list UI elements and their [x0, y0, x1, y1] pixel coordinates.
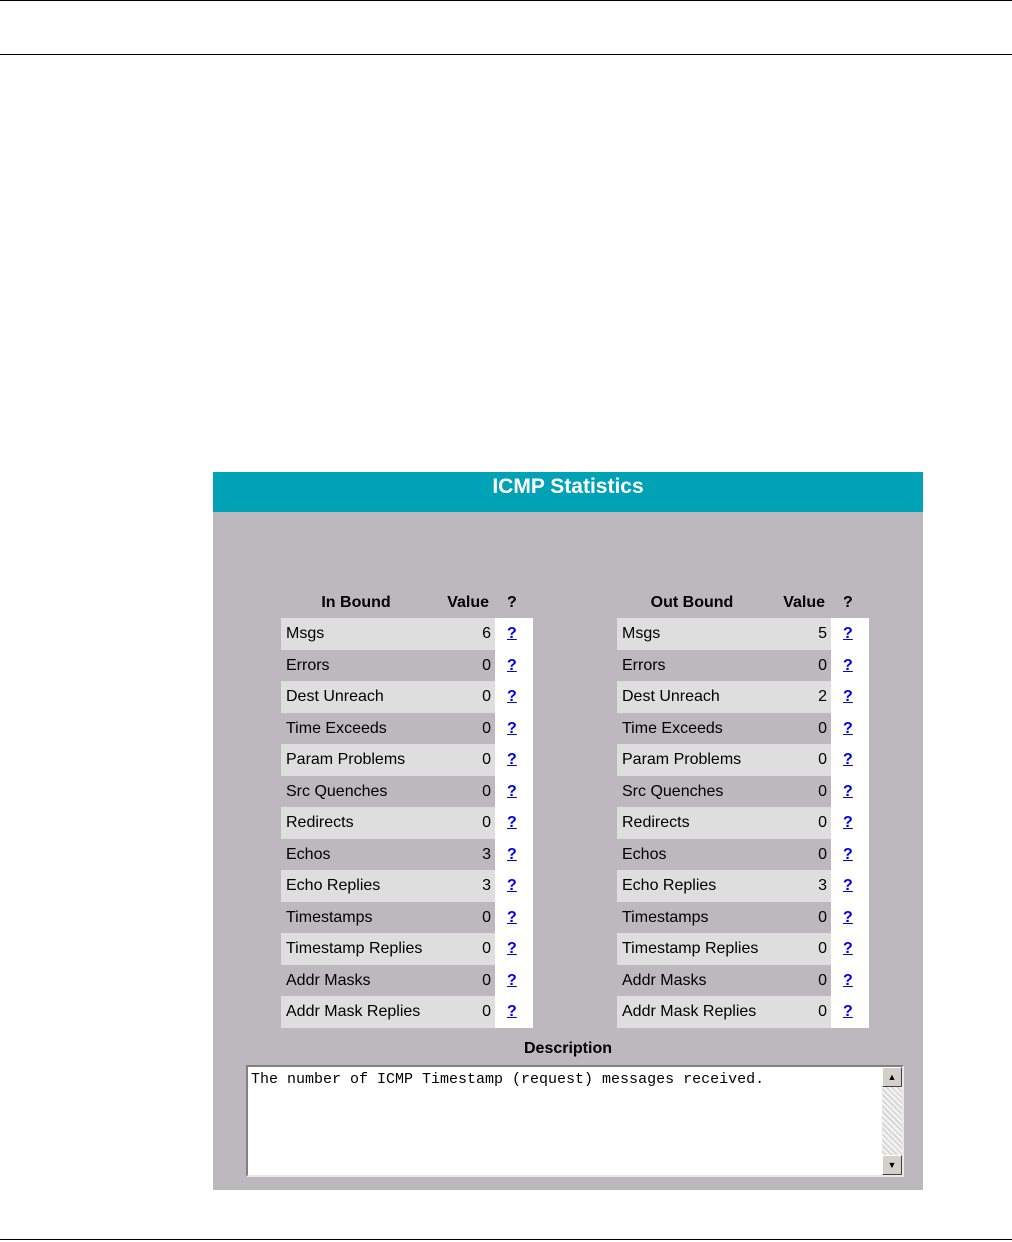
outbound-row-help-cell	[831, 870, 869, 902]
inbound-value-header: Value	[447, 594, 489, 611]
outbound-row	[617, 839, 869, 871]
inbound-table-header	[281, 590, 533, 618]
outbound-row	[617, 996, 869, 1028]
help-link[interactable]: ?	[843, 877, 853, 894]
help-link[interactable]: ?	[843, 971, 853, 989]
outbound-row	[617, 618, 869, 650]
inbound-row-help-cell	[495, 681, 533, 713]
help-link[interactable]: ?	[507, 845, 517, 863]
outbound-row-help-cell	[831, 618, 869, 650]
outbound-row-label: Time Exceeds	[617, 713, 767, 745]
help-link[interactable]: ?	[507, 1003, 517, 1020]
outbound-row	[617, 776, 869, 808]
description-text: The number of ICMP Timestamp (request) messages received.	[251, 1071, 765, 1088]
help-link[interactable]: ?	[843, 940, 853, 957]
outbound-row-value: 0	[767, 713, 831, 745]
outbound-row-label: Echos	[617, 839, 767, 871]
outbound-row	[617, 807, 869, 839]
outbound-row-label: Addr Masks	[617, 965, 767, 997]
outbound-value-header: Value	[783, 594, 825, 611]
inbound-row	[281, 839, 533, 871]
outbound-row-help-cell	[831, 681, 869, 713]
inbound-row	[281, 902, 533, 934]
help-link[interactable]: ?	[507, 877, 517, 894]
outbound-row-label: Timestamp Replies	[617, 933, 767, 965]
outbound-help-header: ?	[843, 594, 853, 611]
inbound-help-header: ?	[507, 594, 517, 611]
help-link[interactable]: ?	[507, 908, 517, 926]
description-title: Description	[523, 1040, 612, 1057]
help-link[interactable]: ?	[507, 782, 517, 800]
outbound-row-help-cell	[831, 902, 869, 934]
top-rule	[0, 0, 1012, 1]
outbound-row-value: 0	[767, 744, 831, 776]
help-link[interactable]: ?	[507, 656, 517, 674]
outbound-row-help-cell	[831, 965, 869, 997]
scroll-down-arrow-icon[interactable]: ▼	[882, 1155, 902, 1175]
help-link[interactable]: ?	[843, 751, 853, 768]
help-link[interactable]: ?	[507, 719, 517, 737]
help-link[interactable]: ?	[843, 908, 853, 926]
outbound-row-label: Timestamps	[617, 902, 767, 934]
help-link[interactable]: ?	[843, 782, 853, 800]
outbound-row-help-cell	[831, 807, 869, 839]
help-link[interactable]: ?	[843, 1003, 853, 1020]
inbound-row-value: 0	[431, 713, 495, 745]
outbound-row-value: 0	[767, 776, 831, 808]
outbound-table	[617, 590, 869, 1028]
inbound-row	[281, 965, 533, 997]
description-scrollbar[interactable]	[882, 1067, 902, 1175]
outbound-row-help-cell	[831, 776, 869, 808]
outbound-row-value: 0	[767, 650, 831, 682]
inbound-row-label: Addr Masks	[281, 965, 431, 997]
inbound-row-label: Echos	[281, 839, 431, 871]
outbound-row-value: 5	[767, 618, 831, 650]
header-rule	[0, 54, 1012, 55]
inbound-row-label: Dest Unreach	[281, 681, 431, 713]
outbound-row-help-cell	[831, 839, 869, 871]
outbound-row	[617, 965, 869, 997]
help-link[interactable]: ?	[843, 719, 853, 737]
inbound-row	[281, 933, 533, 965]
inbound-row-value: 3	[431, 839, 495, 871]
help-link[interactable]: ?	[507, 940, 517, 957]
help-link[interactable]: ?	[843, 625, 853, 642]
help-link[interactable]: ?	[507, 688, 517, 705]
inbound-row-value: 0	[431, 902, 495, 934]
inbound-row-help-cell	[495, 807, 533, 839]
outbound-rows	[617, 618, 869, 1028]
outbound-row-value: 2	[767, 681, 831, 713]
outbound-row-help-cell	[831, 744, 869, 776]
outbound-row-label: Addr Mask Replies	[617, 996, 767, 1028]
outbound-row	[617, 650, 869, 682]
inbound-row-help-cell	[495, 870, 533, 902]
inbound-row-label: Errors	[281, 650, 431, 682]
outbound-row-help-cell	[831, 650, 869, 682]
outbound-row	[617, 744, 869, 776]
inbound-row-value: 3	[431, 870, 495, 902]
inbound-row-help-cell	[495, 965, 533, 997]
inbound-row-label: Msgs	[281, 618, 431, 650]
outbound-row	[617, 902, 869, 934]
inbound-row-help-cell	[495, 776, 533, 808]
inbound-row-label: Timestamp Replies	[281, 933, 431, 965]
outbound-row-help-cell	[831, 933, 869, 965]
inbound-row-value: 0	[431, 776, 495, 808]
help-link[interactable]: ?	[507, 971, 517, 989]
inbound-row	[281, 776, 533, 808]
outbound-row-help-cell	[831, 996, 869, 1028]
inbound-row-label: Src Quenches	[281, 776, 431, 808]
icmp-statistics-panel	[213, 472, 923, 1190]
inbound-row-value: 0	[431, 965, 495, 997]
help-link[interactable]: ?	[507, 625, 517, 642]
scroll-up-arrow-icon[interactable]: ▲	[882, 1067, 902, 1087]
outbound-row-value: 0	[767, 839, 831, 871]
outbound-row-value: 3	[767, 870, 831, 902]
outbound-row-value: 0	[767, 807, 831, 839]
inbound-rows	[281, 618, 533, 1028]
inbound-row-help-cell	[495, 650, 533, 682]
outbound-row-label: Msgs	[617, 618, 767, 650]
inbound-row-label: Redirects	[281, 807, 431, 839]
help-link[interactable]: ?	[843, 845, 853, 863]
outbound-table-header	[617, 590, 869, 618]
inbound-row	[281, 870, 533, 902]
bottom-rule	[0, 1239, 1012, 1240]
outbound-row-label: Param Problems	[617, 744, 767, 776]
outbound-row-value: 0	[767, 965, 831, 997]
inbound-name-header: In Bound	[321, 594, 391, 611]
inbound-row-help-cell	[495, 839, 533, 871]
inbound-row-value: 6	[431, 618, 495, 650]
outbound-row-label: Echo Replies	[617, 870, 767, 902]
inbound-row-help-cell	[495, 902, 533, 934]
outbound-row	[617, 681, 869, 713]
inbound-row-value: 0	[431, 744, 495, 776]
outbound-row-value: 0	[767, 902, 831, 934]
panel-title: ICMP Statistics	[213, 472, 923, 512]
outbound-row-label: Src Quenches	[617, 776, 767, 808]
inbound-row	[281, 681, 533, 713]
inbound-row-help-cell	[495, 713, 533, 745]
help-link[interactable]: ?	[843, 814, 853, 831]
outbound-row	[617, 870, 869, 902]
help-link[interactable]: ?	[507, 814, 517, 831]
inbound-row-label: Addr Mask Replies	[281, 996, 431, 1028]
inbound-row-help-cell	[495, 744, 533, 776]
inbound-row-help-cell	[495, 618, 533, 650]
inbound-row-value: 0	[431, 807, 495, 839]
outbound-row-help-cell	[831, 713, 869, 745]
inbound-row	[281, 650, 533, 682]
outbound-row-value: 0	[767, 996, 831, 1028]
help-link[interactable]: ?	[507, 751, 517, 768]
inbound-row-value: 0	[431, 650, 495, 682]
inbound-row	[281, 713, 533, 745]
inbound-row	[281, 744, 533, 776]
help-link[interactable]: ?	[843, 688, 853, 705]
outbound-name-header: Out Bound	[650, 594, 734, 611]
outbound-row-value: 0	[767, 933, 831, 965]
inbound-row-label: Param Problems	[281, 744, 431, 776]
inbound-row-label: Echo Replies	[281, 870, 431, 902]
outbound-row	[617, 933, 869, 965]
inbound-row-help-cell	[495, 996, 533, 1028]
outbound-row-label: Errors	[617, 650, 767, 682]
inbound-row	[281, 618, 533, 650]
inbound-row-value: 0	[431, 681, 495, 713]
description-textarea[interactable]	[246, 1065, 904, 1177]
outbound-row	[617, 713, 869, 745]
inbound-row-label: Time Exceeds	[281, 713, 431, 745]
inbound-row	[281, 807, 533, 839]
inbound-row	[281, 996, 533, 1028]
inbound-row-value: 0	[431, 933, 495, 965]
help-link[interactable]: ?	[843, 656, 853, 674]
inbound-row-help-cell	[495, 933, 533, 965]
outbound-row-label: Dest Unreach	[617, 681, 767, 713]
outbound-row-label: Redirects	[617, 807, 767, 839]
inbound-row-value: 0	[431, 996, 495, 1028]
inbound-row-label: Timestamps	[281, 902, 431, 934]
inbound-table	[281, 590, 533, 1028]
